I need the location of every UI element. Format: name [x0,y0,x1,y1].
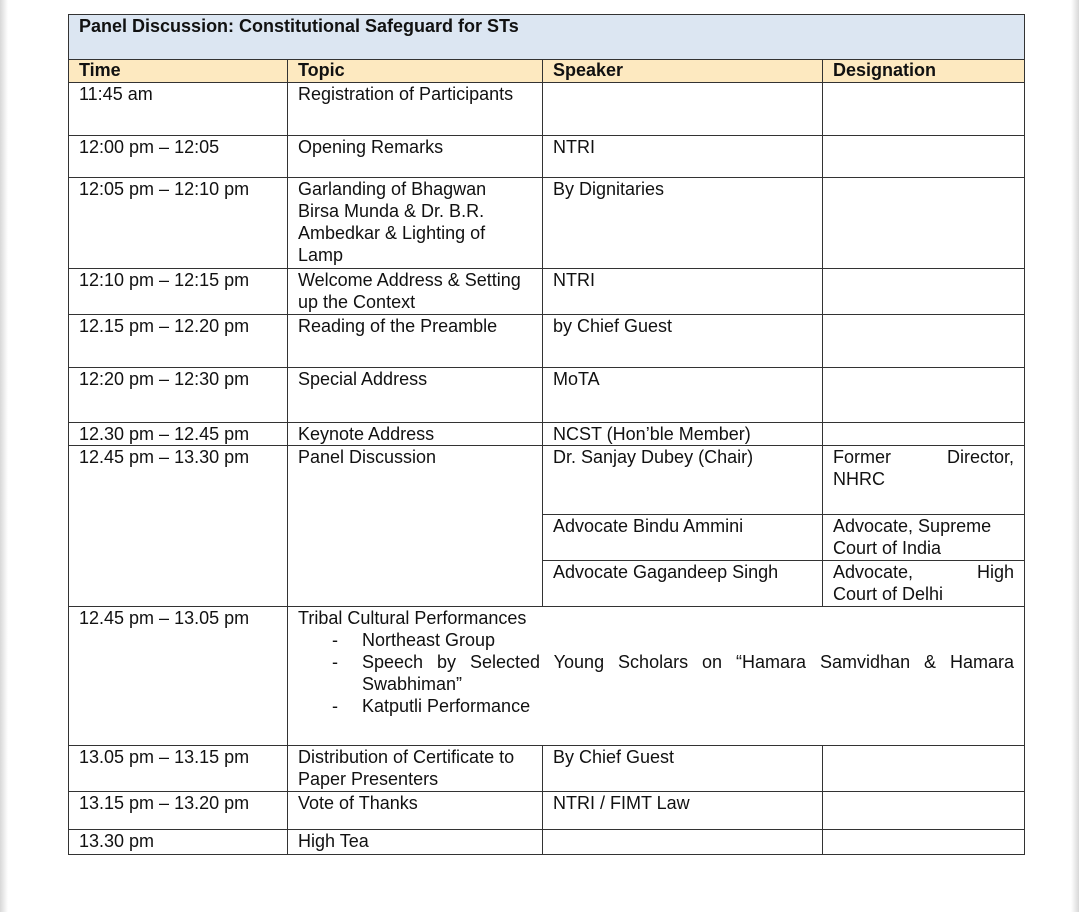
topic-cell: Opening Remarks [288,136,543,178]
performance-list [298,629,1014,717]
designation-text: Director, [947,447,1015,467]
time-cell: 12.45 pm – 13.30 pm [69,446,288,607]
speaker-cell: NTRI / FIMT Law [543,792,823,830]
designation-cell: Advocate, Supreme Court of India [823,515,1025,561]
designation-line [833,561,1014,583]
column-header-topic: Topic [288,60,543,83]
table-title: Panel Discussion: Constitutional Safeguard for STs [69,15,1025,60]
topic-cell: Keynote Address [288,423,543,446]
topic-cell: Panel Discussion [288,446,543,607]
designation-text: High [977,562,1015,582]
title-row [69,15,1025,60]
table-row [69,423,1025,446]
speaker-cell [543,83,823,136]
time-cell: 13.30 pm [69,830,288,855]
agenda-table [68,14,1025,855]
table-row [69,136,1025,178]
speaker-cell: by Chief Guest [543,315,823,368]
designation-cell [823,746,1025,792]
designation-cell [823,446,1025,515]
designation-cell [823,315,1025,368]
topic-cell: High Tea [288,830,543,855]
designation-cell [823,561,1025,607]
column-header-speaker: Speaker [543,60,823,83]
table-row [69,792,1025,830]
time-cell: 12.45 pm – 13.05 pm [69,607,288,746]
designation-cell [823,178,1025,269]
topic-cell: Reading of the Preamble [288,315,543,368]
list-item: - Northeast Group [332,629,1014,651]
time-cell: 12.15 pm – 12.20 pm [69,315,288,368]
table-row [69,368,1025,423]
topic-cell: Garlanding of Bhagwan Birsa Munda & Dr. B.R. Ambedkar & Lighting of Lamp [288,178,543,269]
topic-cell: Registration of Participants [288,83,543,136]
speaker-cell: NTRI [543,136,823,178]
topic-cell: Special Address [288,368,543,423]
designation-text: Court of Delhi [833,584,944,604]
time-cell: 12:10 pm – 12:15 pm [69,269,288,315]
speaker-cell: Advocate Bindu Ammini [543,515,823,561]
table-row [69,830,1025,855]
speaker-cell: NCST (Hon’ble Member) [543,423,823,446]
page-edge-left [0,0,8,912]
table-row [69,83,1025,136]
table-row [69,269,1025,315]
designation-line [833,446,1014,468]
page-edge-right [1071,0,1079,912]
designation-cell [823,423,1025,446]
time-cell: 12.30 pm – 12.45 pm [69,423,288,446]
performance-cell [288,607,1025,746]
designation-cell [823,136,1025,178]
table-row [69,746,1025,792]
column-header-designation: Designation [823,60,1025,83]
speaker-cell: Dr. Sanjay Dubey (Chair) [543,446,823,515]
designation-cell [823,269,1025,315]
table-row [69,446,1025,515]
topic-cell: Welcome Address & Setting up the Context [288,269,543,315]
list-item: - Katputli Performance [332,695,1014,717]
time-cell: 11:45 am [69,83,288,136]
table-row [69,315,1025,368]
speaker-cell: By Dignitaries [543,178,823,269]
topic-text: Tribal Cultural Performances [298,608,527,628]
time-cell: 13.05 pm – 13.15 pm [69,746,288,792]
designation-cell [823,83,1025,136]
designation-text: Former [833,447,891,467]
speaker-cell: Advocate Gagandeep Singh [543,561,823,607]
time-cell: 12:00 pm – 12:05 [69,136,288,178]
designation-cell [823,830,1025,855]
list-item: - Speech by Selected Young Scholars on “Hamara Samvidhan & Hamara Swabhiman” [332,651,1014,695]
topic-cell: Distribution of Certificate to Paper Presenters [288,746,543,792]
speaker-cell: By Chief Guest [543,746,823,792]
time-cell: 12:20 pm – 12:30 pm [69,368,288,423]
header-row [69,60,1025,83]
designation-text: NHRC [833,469,885,489]
table-row [69,607,1025,746]
speaker-cell: MoTA [543,368,823,423]
designation-cell [823,368,1025,423]
time-cell: 13.15 pm – 13.20 pm [69,792,288,830]
table-row [69,178,1025,269]
speaker-cell: NTRI [543,269,823,315]
designation-text: Advocate, [833,562,914,582]
column-header-time: Time [69,60,288,83]
topic-cell: Vote of Thanks [288,792,543,830]
speaker-cell [543,830,823,855]
time-cell: 12:05 pm – 12:10 pm [69,178,288,269]
designation-cell [823,792,1025,830]
